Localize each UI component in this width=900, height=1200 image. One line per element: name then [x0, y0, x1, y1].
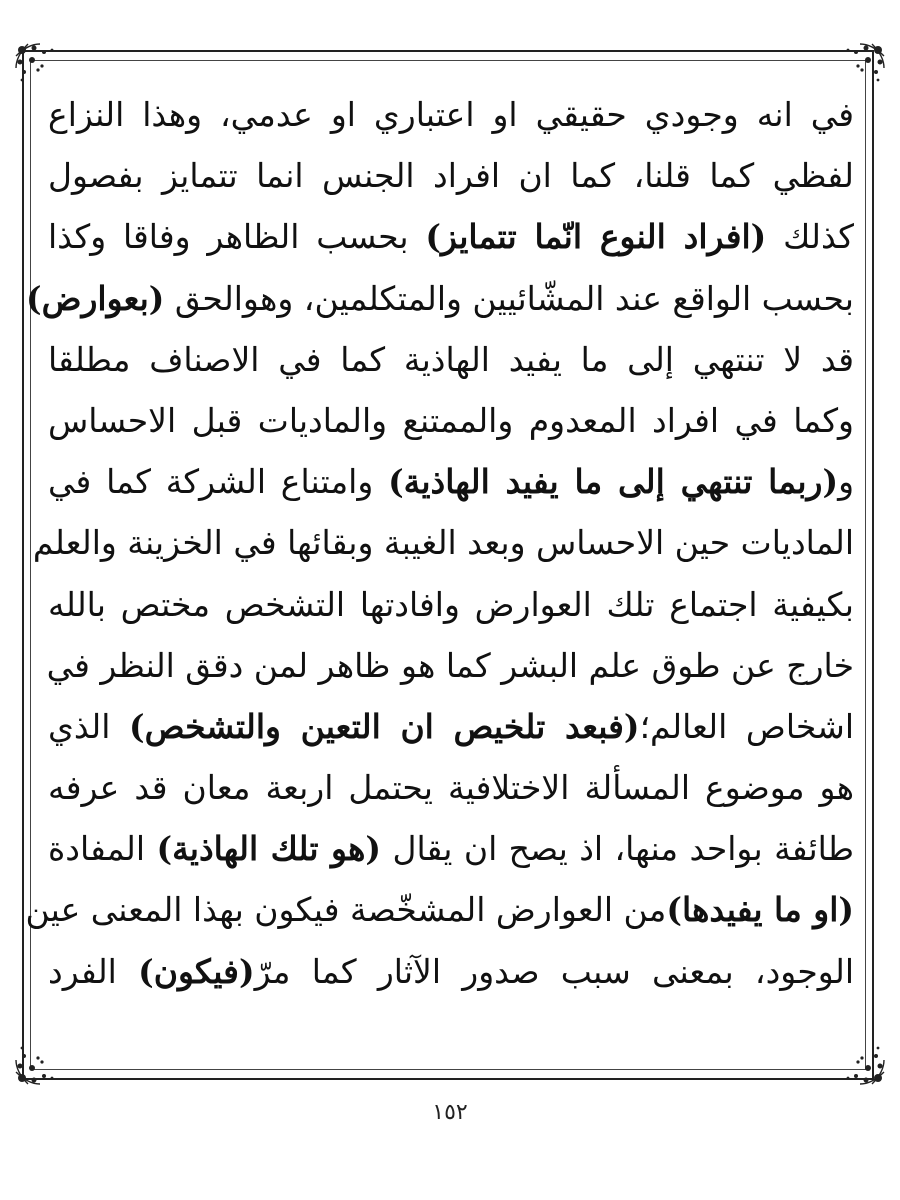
text-segment: في انه وجودي حقيقي او اعتباري او عدمي، وهذا النزاع — [48, 95, 854, 134]
corner-ornament-icon — [12, 1026, 74, 1088]
text-line — [48, 451, 854, 512]
corner-ornament-icon — [826, 1026, 888, 1088]
text-line — [25, 268, 854, 329]
text-segment: قد لا تنتهي إلى ما يفيد الهاذية كما في الاصناف مطلقا — [48, 339, 854, 379]
text-segment: بحسب الظاهر وفاقا وكذا — [48, 217, 426, 257]
text-line — [48, 757, 854, 818]
text-segment: اشخاص العالم؛ — [639, 706, 854, 746]
text-segment: الفرد — [48, 951, 139, 991]
bold-quoted-phrase: (افراد النوع انّما تتمايز) — [425, 217, 767, 257]
text-segment: الذي — [48, 706, 130, 746]
text-segment: كذلك — [766, 217, 854, 257]
text-line — [48, 941, 854, 1002]
page-body-text — [25, 84, 854, 1002]
text-segment: و — [838, 462, 854, 502]
text-line — [48, 696, 854, 757]
text-segment: الماديات حين الاحساس وبعد الغيبة وبقائها في الخزينة والعلم — [32, 523, 854, 563]
text-line — [48, 574, 854, 635]
text-line — [32, 512, 854, 573]
text-segment: خارج عن طوق علم البشر كما هو ظاهر لمن دقق النظر في — [46, 645, 854, 685]
text-segment: بحسب الواقع عند المشّائيين والمتكلمين، وهوالحق — [164, 278, 854, 318]
text-segment: من العوارض المشخّصة فيكون بهذا المعنى عين — [25, 890, 667, 930]
text-segment: طائفة بواحد منها، اذ يصح ان يقال — [381, 829, 854, 869]
bold-quoted-phrase: (فيكون) — [138, 951, 255, 991]
text-segment: وامتناع الشركة كما في — [48, 462, 389, 502]
bold-quoted-phrase: (او ما يفيدها) — [666, 890, 854, 930]
text-segment: بكيفية اجتماع تلك العوارض وافادتها التشخص مختص بالله — [48, 584, 854, 624]
text-segment: هو موضوع المسألة الاختلافية يحتمل اربعة معان قد عرفه — [48, 768, 854, 808]
bold-quoted-phrase: (بعوارض) — [25, 278, 165, 318]
text-line — [48, 390, 854, 451]
bold-quoted-phrase: (فبعد تلخيص ان التعين والتشخص) — [129, 706, 640, 746]
text-line — [48, 635, 854, 696]
text-line — [48, 329, 854, 390]
text-line — [48, 206, 854, 267]
text-segment: لفظي كما قلنا، كما ان افراد الجنس انما تتمايز بفصول — [48, 156, 854, 196]
text-line — [48, 145, 854, 206]
text-line — [48, 84, 854, 145]
text-segment: وكما في افراد المعدوم والممتنع والماديات قبل الاحساس — [48, 400, 854, 440]
text-segment: المفادة — [48, 829, 157, 869]
text-line — [25, 879, 854, 940]
text-line — [48, 818, 854, 879]
page-number: ١٥٢ — [432, 1100, 468, 1125]
bold-quoted-phrase: (هو تلك الهاذية) — [156, 829, 382, 869]
text-segment: الوجود، بمعنى سبب صدور الآثار كما مرّ — [254, 951, 854, 991]
bold-quoted-phrase: (ربما تنتهي إلى ما يفيد الهاذية) — [388, 462, 839, 502]
